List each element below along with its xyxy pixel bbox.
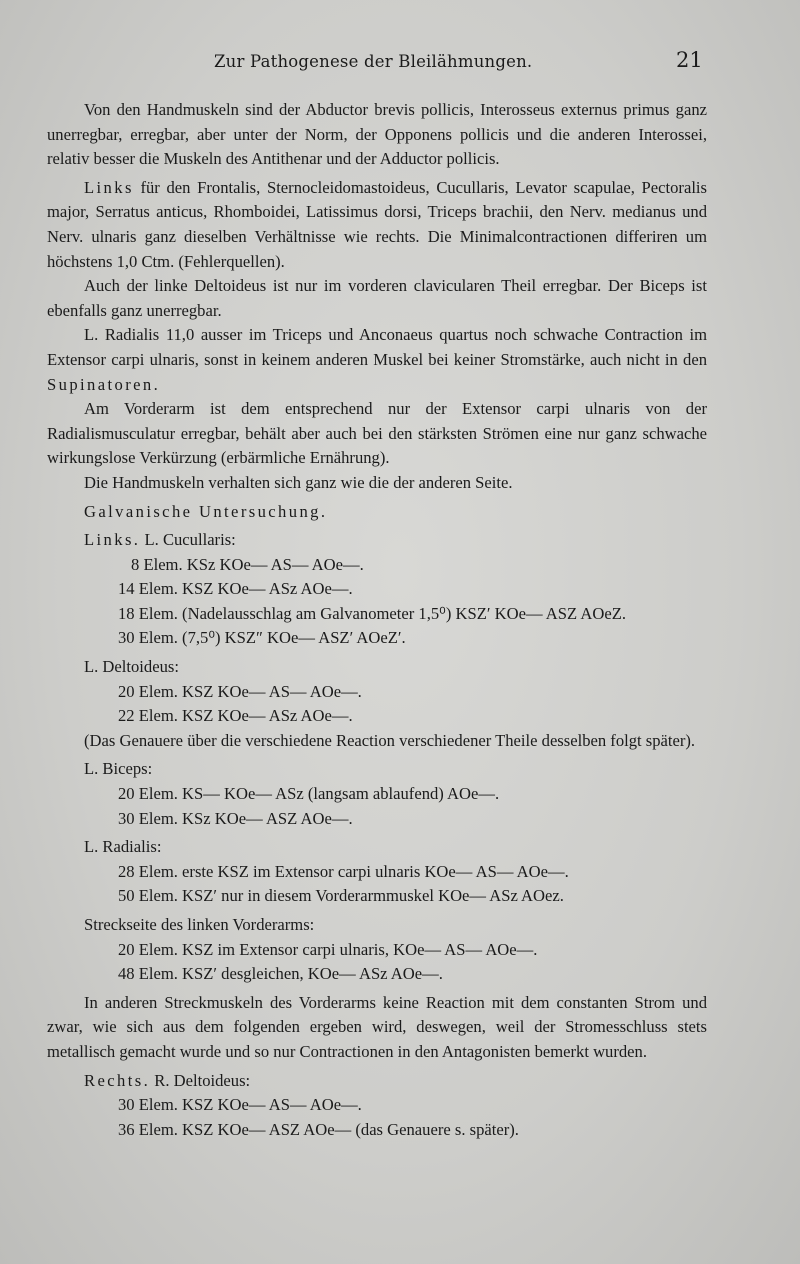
entry-cucullaris-1: 8 Elem. KSz KOe— AS— AOe—. [131,554,364,574]
heading-deltoideus: L. Deltoideus: [84,657,179,677]
page-number: 21 [676,48,703,72]
entry-deltoideus-1: 20 Elem. KSZ KOe— AS— AOe—. [118,681,362,701]
heading-links-cucullaris: Links. L. Cucullaris: [84,530,236,550]
entry-cucullaris-3: 18 Elem. (Nadelausschlag am Galvanometer 1,5⁰) KSZ′ KOe— ASZ AOeZ. [118,603,626,623]
entry-radialis-2: 50 Elem. KSZ′ nur in diesem Vorderarmmuskel KOe— ASz AOez. [118,886,564,906]
heading-radialis: L. Radialis: [84,837,162,857]
entry-deltoideus-2: 22 Elem. KSZ KOe— ASz AOe—. [118,706,353,726]
paragraph-handmuskeln-seite: Die Handmuskeln verhalten sich ganz wie die der anderen Seite. [84,472,513,492]
paragraph-vorderarm: Am Vorderarm ist dem entsprechend nur der Extensor carpi ulnaris von der Radialismusculatur erregbar, behält aber auch bei den stärksten Strömen eine nur ganz schwache wirkungslose Verkürzung (erbärmliche Ernährung). [47,399,707,468]
paragraph-streckmuskeln: In anderen Streckmuskeln des Vorderarms keine Reaction mit dem constanten Strom und zwar, wie sich aus dem folgenden ergeben wird, deswegen, weil der Stromesschluss stets metallisch gemacht wurde und so nur Contractionen in den Antagonisten bemerkt wurden. [47,992,707,1061]
heading-galvanische-untersuchung: Galvanische Untersuchung. [84,501,328,521]
spaced-word-supinatoren: Supinatoren [47,374,154,394]
paragraph-handmuskeln: Von den Handmuskeln sind der Abductor brevis pollicis, Interosseus externus primus ganz unerregbar, erregbar, aber unter der Norm, der Opponens pollicis und die anderen Interossei, relativ besser die Muskeln des Antithenar und der Adductor pollicis. [47,100,707,169]
heading-biceps: L. Biceps: [84,759,153,779]
entry-streckseite-2: 48 Elem. KSZ′ desgleichen, KOe— ASz AOe—. [118,964,443,984]
entry-rechts-2: 36 Elem. KSZ KOe— ASZ AOe— (das Genauere s. später). [118,1119,519,1139]
spaced-word-links: Links [84,177,134,197]
heading-streckseite: Streckseite des linken Vorderarms: [84,915,315,934]
running-title: Zur Pathogenese der Bleilähmungen. [214,52,533,71]
page-body [47,98,707,1142]
entry-streckseite-1: 20 Elem. KSZ im Extensor carpi ulnaris, KOe— AS— AOe—. [118,939,538,959]
entry-cucullaris-4: 30 Elem. (7,5⁰) KSZ″ KOe— ASZ′ AOeZ′. [118,628,406,648]
entry-biceps-1: 20 Elem. KS— KOe— ASz (langsam ablaufend) AOe—. [118,784,500,804]
paragraph-radialis: L. Radialis 11,0 ausser im Triceps und Anconaeus quartus noch schwache Contraction im Extensor carpi ulnaris, sonst in keinem anderen Muskel bei keiner Stromstärke, auch nicht in den Supinatoren. [47,325,707,394]
paragraph-links-text: für den Frontalis, Sternocleidomastoideus, Cucullaris, Levator scapulae, Pectoralis major, Serratus anticus, Rhomboidei, Latissimus dorsi, Triceps brachii, den Nerv. medianus und Nerv. ulnaris ganz dieselben Verhältnisse wie rechts. Die Minimalcontractionen differiren um höchstens 1,0 Ctm. (Fehlerquellen). [47,177,707,271]
entry-cucullaris-2: 14 Elem. KSZ KOe— ASz AOe—. [118,579,353,599]
running-header [0,48,800,78]
paragraph-radialis-text: L. Radialis 11,0 ausser im Triceps und Anconaeus quartus noch schwache Contraction im Extensor carpi ulnaris, sonst in keinem anderen Muskel bei keiner Stromstärke, auch nicht in den [47,325,707,369]
entry-rechts-1: 30 Elem. KSZ KOe— AS— AOe—. [118,1095,362,1115]
heading-rechts-deltoideus: Rechts. R. Deltoideus: [84,1070,251,1090]
note-deltoideus: (Das Genauere über die verschiedene Reaction verschiedener Theile desselben folgt später). [84,730,696,750]
paragraph-deltoideus: Auch der linke Deltoideus ist nur im vorderen clavicularen Theil erregbar. Der Biceps ist ebenfalls ganz unerregbar. [47,276,707,320]
paragraph-links [47,176,707,274]
entry-biceps-2: 30 Elem. KSz KOe— ASZ AOe—. [118,808,353,828]
entry-radialis-1: 28 Elem. erste KSZ im Extensor carpi ulnaris KOe— AS— AOe—. [118,861,569,881]
